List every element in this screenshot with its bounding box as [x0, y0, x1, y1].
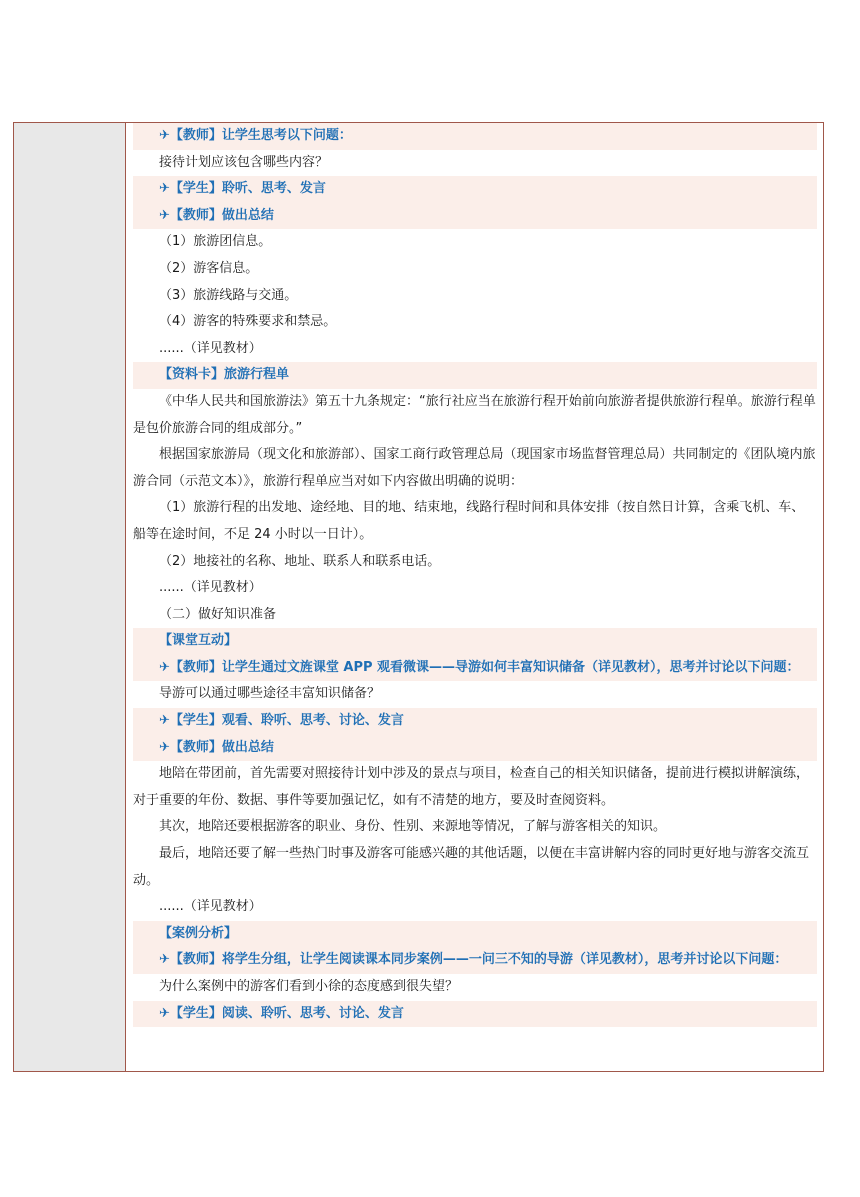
- question-text: 接待计划应该包含哪些内容？: [159, 154, 329, 170]
- paragraph: 最后，地陪还要了解一些热门时事及游客可能感兴趣的其他话题，以便在丰富讲解内容的同时更好地与游客交流互动。: [133, 846, 810, 888]
- list-item: （2）游客信息。: [159, 260, 259, 276]
- see-textbook: ......（详见教材）: [159, 340, 262, 356]
- paragraph: 《中华人民共和国旅游法》第五十九条规定：“旅行社应当在旅游行程开始前向旅游者提供旅游行程单。旅游行程单是包价旅游合同的组成部分。”: [133, 393, 816, 436]
- paragraph: 根据国家旅游局（现文化和旅游部）、国家工商行政管理总局（现国家市场监督管理总局）共同制定的《团队境内旅游合同（示范文本）》，旅游行程单应当对如下内容做出明确的说明：: [133, 447, 816, 489]
- student-action: ✈【学生】阅读、聆听、思考、讨论、发言: [133, 1001, 817, 1028]
- classroom-interaction-title: 【课堂互动】: [133, 628, 817, 655]
- student-action: ✈【学生】观看、聆听、思考、讨论、发言: [133, 708, 817, 735]
- see-textbook: ......（详见教材）: [159, 899, 262, 915]
- paragraph: （1）旅游行程的出发地、途经地、目的地、结束地，线路行程时间和具体安排（按自然日计算，含乘飞机、车、船等在途时间，不足 24 小时以一日计）。: [133, 500, 805, 542]
- teacher-summary: ✈【教师】做出总结: [133, 203, 817, 230]
- content-column: [127, 123, 823, 1071]
- paragraph: 其次，地陪还要根据游客的职业、身份、性别、来源地等情况，了解与游客相关的知识。: [159, 819, 667, 835]
- lesson-table: [13, 122, 824, 1072]
- info-card-title: 【资料卡】旅游行程单: [133, 362, 817, 389]
- section-heading: （二）做好知识准备: [159, 606, 277, 622]
- see-textbook: ......（详见教材）: [159, 580, 262, 596]
- list-item: （2）地接社的名称、地址、联系人和联系电话。: [159, 553, 441, 569]
- teacher-summary: ✈【教师】做出总结: [133, 735, 817, 762]
- teacher-prompt: ✈【教师】让学生思考以下问题：: [133, 123, 817, 150]
- question-text: 为什么案例中的游客们看到小徐的态度感到很失望？: [159, 979, 459, 994]
- question-text: 导游可以通过哪些途径丰富知识储备？: [159, 686, 381, 702]
- left-column: [14, 123, 126, 1071]
- list-item: （4）游客的特殊要求和禁忌。: [159, 314, 337, 330]
- student-action: ✈【学生】聆听、思考、发言: [133, 176, 817, 203]
- case-analysis-title: 【案例分析】: [133, 921, 817, 948]
- paragraph: 地陪在带团前，首先需要对照接待计划中涉及的景点与项目，检查自己的相关知识储备，提前进行模拟讲解演练，对于重要的年份、数据、事件等要加强记忆，如有不清楚的地方，要及时查阅资料。: [133, 766, 810, 808]
- teacher-prompt: ✈【教师】让学生通过文旌课堂 APP 观看微课——导游如何丰富知识储备（详见教材），思考并讨论以下问题：: [133, 655, 817, 682]
- list-item: （3）旅游线路与交通。: [159, 287, 298, 303]
- teacher-prompt: ✈【教师】将学生分组，让学生阅读课本同步案例——一问三不知的导游（详见教材），思考并讨论以下问题：: [133, 947, 817, 974]
- list-item: （1）旅游团信息。: [159, 234, 272, 250]
